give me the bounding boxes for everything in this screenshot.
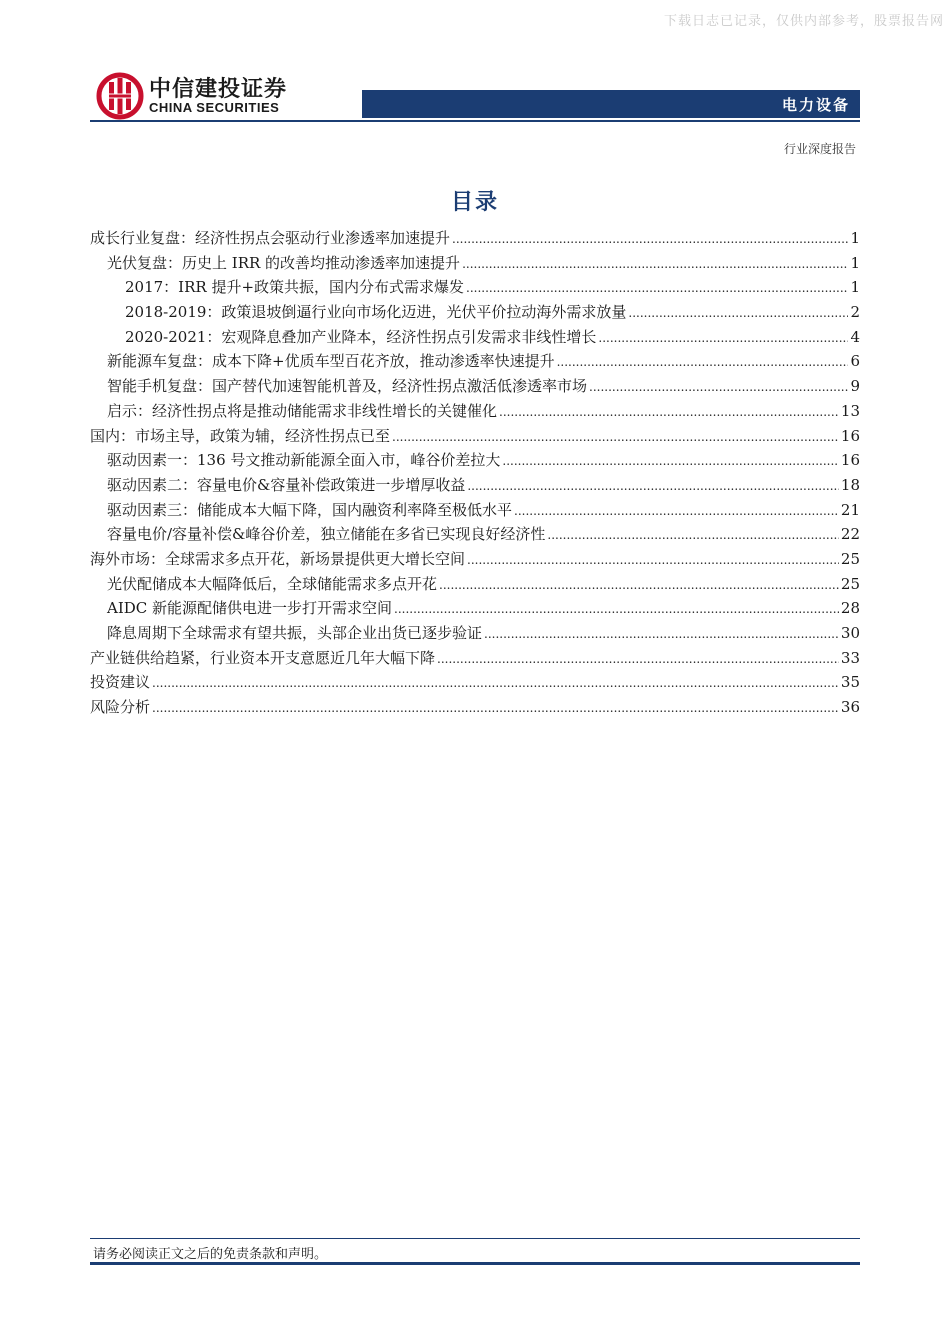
toc-entry-page: 36 [840, 698, 860, 717]
toc-dot-leader [466, 276, 848, 301]
logo-chinese-name: 中信建投证券 [149, 77, 288, 102]
toc-dot-leader [467, 474, 839, 499]
toc-entry-title: 2018-2019：政策退坡倒逼行业向市场化迈进，光伏平价拉动海外需求放量 [125, 303, 627, 322]
toc-entry-page: 1 [850, 278, 860, 297]
toc-entry-page: 6 [850, 352, 860, 371]
toc-entry[interactable] [90, 251, 860, 276]
toc-entry-page: 9 [850, 377, 860, 396]
toc-entry[interactable] [90, 670, 860, 695]
toc-entry-title: 降息周期下全球需求有望共振，头部企业出货已逐步验证 [107, 624, 483, 642]
toc-entry-page: 18 [840, 475, 860, 494]
toc-entry-title: 光伏配储成本大幅降低后，全球储能需求多点开花 [107, 574, 438, 593]
toc-entry[interactable] [90, 448, 860, 473]
company-logo [94, 70, 354, 124]
toc-entry[interactable] [90, 275, 860, 300]
toc-entry[interactable] [90, 424, 860, 449]
toc-entry-page: 22 [840, 525, 860, 544]
toc-entry-page: 35 [840, 673, 860, 692]
toc-entry[interactable] [90, 399, 860, 424]
toc-entry-title: 新能源车复盘：成本下降+优质车型百花齐放，推动渗透率快速提升 [107, 352, 555, 371]
toc-entry[interactable] [90, 522, 860, 547]
toc-dot-leader [152, 671, 839, 696]
toc-dot-leader [589, 375, 848, 400]
watermark-text: 下载日志已记录，仅供内部参考，股票报告网 [663, 14, 944, 29]
table-of-contents [90, 226, 860, 720]
toc-dot-leader [392, 425, 839, 450]
toc-dot-leader [394, 597, 839, 622]
toc-entry-page: 30 [840, 624, 860, 642]
toc-entry-title: 2020-2021：宏观降息叠加产业降本，经济性拐点引发需求非线性增长 [125, 327, 597, 346]
toc-entry-title: 光伏复盘：历史上 IRR 的改善均推动渗透率加速提升 [107, 253, 461, 272]
sector-label: 电力设备 [781, 96, 850, 114]
toc-entry-title: 容量电价/容量补偿&峰谷价差，独立储能在多省已实现良好经济性 [107, 525, 546, 544]
toc-entry-title: 国内：市场主导，政策为辅，经济性拐点已至 [90, 426, 391, 445]
toc-entry-page: 2 [850, 303, 860, 322]
toc-dot-leader [514, 499, 839, 524]
toc-entry-page: 33 [840, 648, 860, 667]
toc-dot-leader [499, 400, 839, 425]
header-divider [90, 120, 860, 122]
toc-dot-leader [502, 449, 839, 474]
toc-entry[interactable] [90, 621, 860, 646]
toc-entry[interactable] [90, 572, 860, 597]
toc-dot-leader [467, 548, 839, 573]
sector-banner [362, 90, 860, 118]
footer-bar [90, 1262, 860, 1265]
toc-entry-page: 1 [850, 229, 860, 247]
toc-entry-title: 风险分析 [90, 698, 151, 717]
toc-dot-leader [547, 523, 838, 548]
toc-entry-title: 驱动因素二：容量电价&容量补偿政策进一步增厚收益 [107, 475, 466, 494]
toc-entry-page: 25 [840, 574, 860, 593]
toc-entry-title: 2017：IRR 提升+政策共振，国内分布式需求爆发 [125, 278, 465, 297]
toc-dot-leader [439, 573, 839, 598]
toc-dot-leader [152, 696, 839, 721]
toc-entry-title: 智能手机复盘：国产替代加速智能机普及，经济性拐点激活低渗透率市场 [107, 377, 588, 396]
report-type-label: 行业深度报告 [783, 142, 856, 156]
toc-entry[interactable] [90, 596, 860, 621]
toc-dot-leader [484, 622, 839, 647]
toc-entry[interactable] [90, 695, 860, 720]
toc-entry-page: 16 [840, 426, 860, 445]
toc-dot-leader [557, 350, 848, 375]
toc-entry-title: 海外市场：全球需求多点开花，新场景提供更大增长空间 [90, 549, 466, 568]
toc-dot-leader [598, 326, 848, 351]
toc-entry-title: 驱动因素一：136 号文推动新能源全面入市，峰谷价差拉大 [107, 451, 501, 470]
toc-entry-page: 16 [840, 451, 860, 470]
toc-entry[interactable] [90, 226, 860, 251]
toc-entry[interactable] [90, 349, 860, 374]
toc-dot-leader [437, 647, 839, 672]
toc-entry-title: AIDC 新能源配储供电进一步打开需求空间 [107, 599, 393, 618]
citic-emblem-icon [96, 72, 144, 120]
toc-title: 目录 [450, 190, 499, 215]
toc-entry-title: 驱动因素三：储能成本大幅下降，国内融资利率降至极低水平 [107, 500, 513, 519]
logo-english-name: CHINA SECURITIES [149, 100, 280, 115]
toc-dot-leader [452, 227, 848, 252]
footer-divider [90, 1238, 860, 1239]
footer-disclaimer: 请务必阅读正文之后的免责条款和声明。 [93, 1247, 328, 1262]
toc-entry-page: 1 [850, 253, 860, 272]
toc-dot-leader [462, 252, 848, 277]
toc-entry-page: 21 [840, 500, 860, 519]
toc-entry[interactable] [90, 498, 860, 523]
toc-entry-title: 产业链供给趋紧，行业资本开支意愿近几年大幅下降 [90, 648, 436, 667]
toc-entry-page: 13 [840, 401, 860, 420]
toc-entry[interactable] [90, 646, 860, 671]
toc-dot-leader [628, 301, 848, 326]
toc-entry-page: 4 [850, 327, 860, 346]
toc-entry[interactable] [90, 325, 860, 350]
toc-entry-title: 启示：经济性拐点将是推动储能需求非线性增长的关键催化 [107, 401, 498, 420]
toc-entry-title: 成长行业复盘：经济性拐点会驱动行业渗透率加速提升 [90, 229, 451, 247]
toc-entry-page: 25 [840, 549, 860, 568]
toc-entry-title: 投资建议 [90, 673, 151, 692]
toc-entry-page: 28 [840, 599, 860, 618]
toc-entry[interactable] [90, 473, 860, 498]
toc-entry[interactable] [90, 374, 860, 399]
toc-entry[interactable] [90, 300, 860, 325]
toc-entry[interactable] [90, 547, 860, 572]
